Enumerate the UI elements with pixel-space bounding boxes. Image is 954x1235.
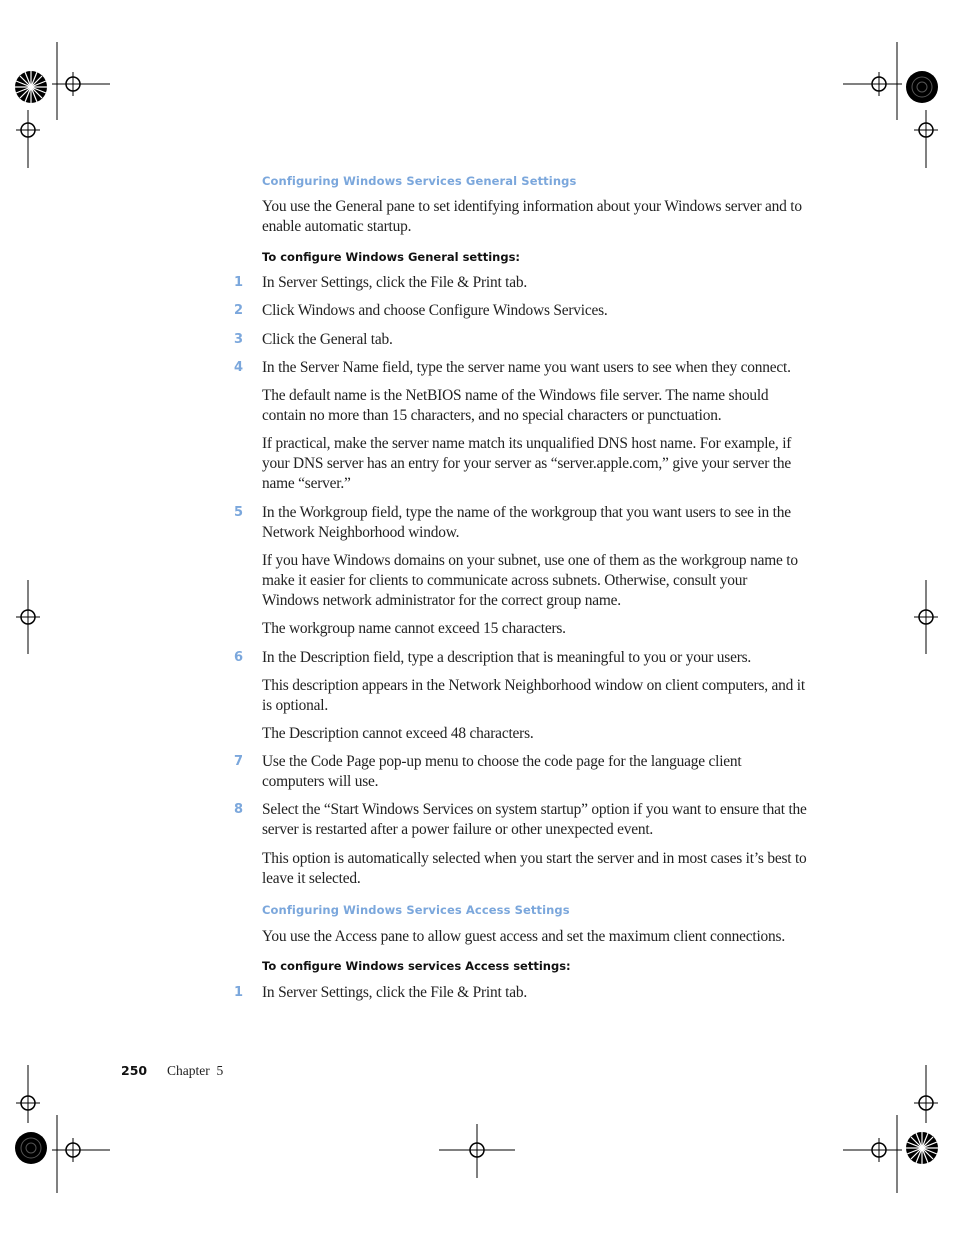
step-number: 1 xyxy=(234,985,244,1000)
step-number: 4 xyxy=(234,360,244,375)
section-heading-general: Configuring Windows Services General Settings xyxy=(262,174,577,188)
step-note: This description appears in the Network Neighborhood window on client computers, and it is optional. xyxy=(262,677,805,714)
step-number: 1 xyxy=(234,275,244,290)
step-number: 3 xyxy=(234,332,244,347)
section-intro-general: You use the General pane to set identifying information about your Windows server and to enable automatic startup. xyxy=(262,198,802,235)
step-text: In the Description field, type a description that is meaningful to you or your users. xyxy=(262,649,752,666)
step-number: 8 xyxy=(234,802,244,817)
step-note: If you have Windows domains on your subnet, use one of them as the workgroup name to make it easier for clients to communicate across subnets. Otherwise, consult your Windows network administrator for the correct group name. xyxy=(262,552,798,609)
step-number: 7 xyxy=(234,754,244,769)
step-note: This option is automatically selected when you start the server and in most cases it’s best to leave it selected. xyxy=(262,850,807,887)
step-number: 5 xyxy=(234,505,244,520)
step-number: 2 xyxy=(234,303,244,318)
step-text: In Server Settings, click the File & Print tab. xyxy=(262,984,528,1001)
step-text: In the Workgroup field, type the name of the workgroup that you want users to see in the Network Neighborhood window. xyxy=(262,504,791,541)
procedure-title-access: To configure Windows services Access settings: xyxy=(262,959,571,973)
step-number: 6 xyxy=(234,650,244,665)
step-text: In Server Settings, click the File & Print tab. xyxy=(262,274,528,291)
step-note: The workgroup name cannot exceed 15 characters. xyxy=(262,620,566,637)
step-text: Click Windows and choose Configure Windows Services. xyxy=(262,302,608,319)
step-note: If practical, make the server name match its unqualified DNS host name. For example, if your DNS server has an entry for your server as “server.apple.com,” give your server the name “server.” xyxy=(262,435,792,492)
step-text: Click the General tab. xyxy=(262,331,393,348)
page-number: 250 xyxy=(121,1063,148,1078)
step-text: In the Server Name field, type the server name you want users to see when they connect. xyxy=(262,359,791,376)
step-note: The default name is the NetBIOS name of the Windows file server. The name should contain no more than 15 characters, and no special characters or punctuation. xyxy=(262,387,769,424)
section-intro-access: You use the Access pane to allow guest access and set the maximum client connections. xyxy=(262,928,785,945)
step-note: The Description cannot exceed 48 characters. xyxy=(262,725,534,742)
chapter-label: Chapter 5 xyxy=(167,1063,224,1078)
section-heading-access: Configuring Windows Services Access Settings xyxy=(262,903,570,917)
step-text: Use the Code Page pop-up menu to choose the code page for the language client computers will use. xyxy=(262,753,742,790)
step-text: Select the “Start Windows Services on system startup” option if you want to ensure that the server is restarted after a power failure or other unexpected event. xyxy=(262,801,807,838)
procedure-title-general: To configure Windows General settings: xyxy=(262,250,521,264)
